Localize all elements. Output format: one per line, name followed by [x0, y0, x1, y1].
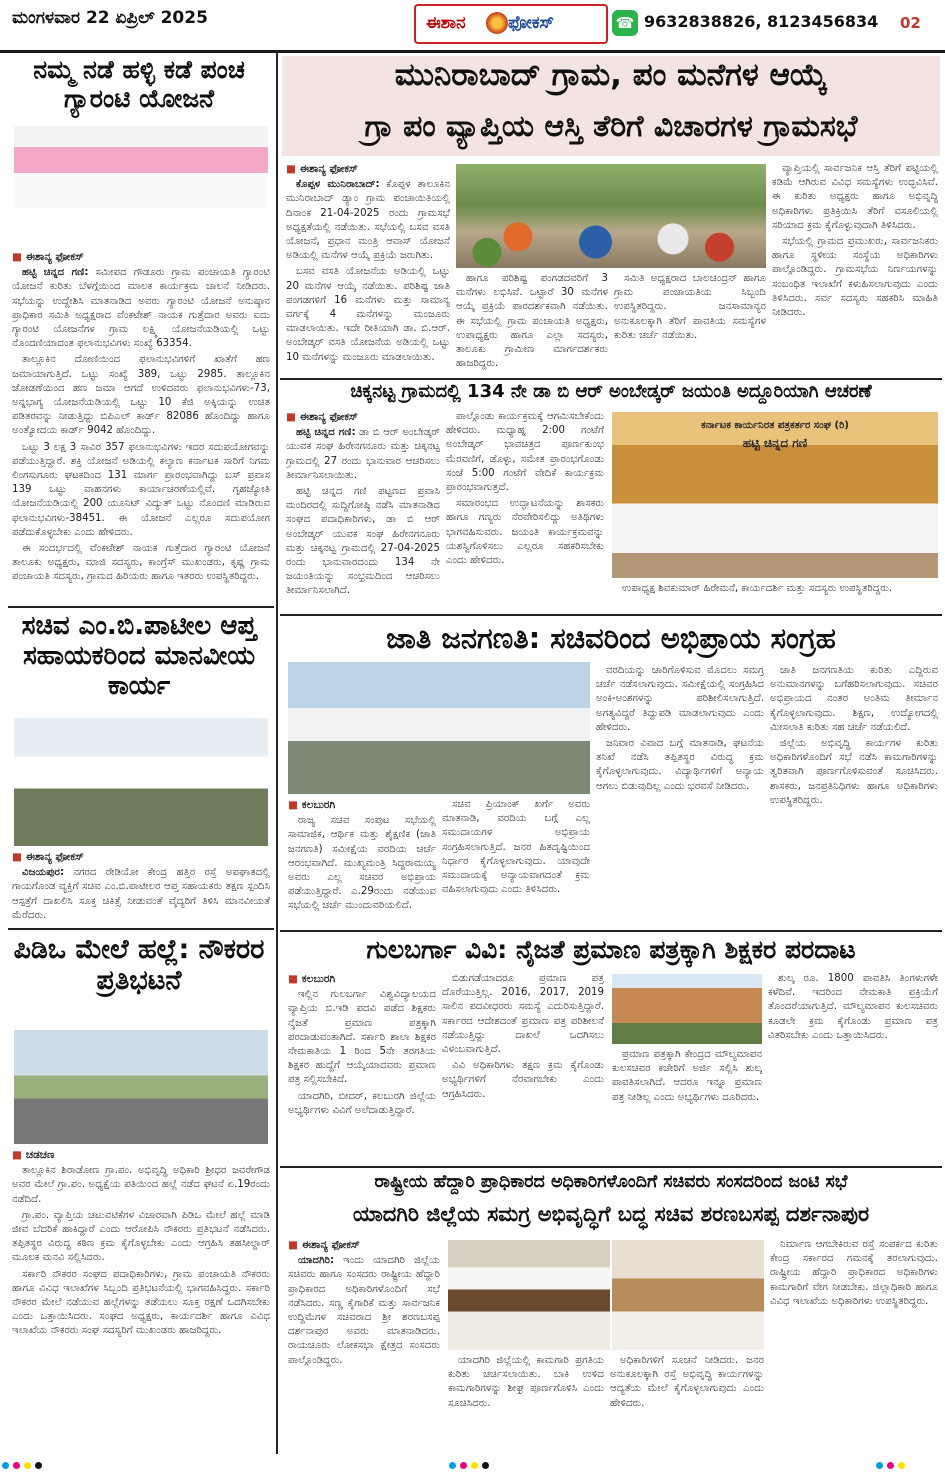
paragraph: ಸಮೀಪದ ಗೌಡೂರು ಗ್ರಾಮ ಪಂಚಾಯತಿ ಗ್ಯಾರಂಟಿ ಯೋಜನೆ ಕುರಿತು ಬೆಳಗ್ಗೆಯಿಂದ ಮಾಲಕ ಕಾರ್ಯಕ್ರಮ ಚಾಲನೆ ನೀಡಿದರು. ಸಭೆಯನ್ನು ಉದ್ದೇಶಿಸಿ ಮಾತನಾಡಿದ ಅವರು ಗ್ಯಾರಂಟಿ ಯೋಜನೆ ಅನುಷ್ಠಾನ ಪ್ರಾಧಿಕಾರ ಸಮಿತಿ ಅಧ್ಯಕ್ಷರಾದ ವೆಂಕಟೇಶ್ ನಾಯಕ ಗುತ್ತೆದಾರ ಅವರು ಐದು ಗ್ಯಾರಂಟಿ ಯೋಜನೆಗಳ ಗ್ರಾಮ ಲಕ್ಷ್ಮಿ ಯೋಜನೆಯಡಿಯಲ್ಲಿ ಒಟ್ಟು ನೊಂದಣಿಯಾದಂತ ಫಲಾನುಭವಿಗಳು ಸಂಖ್ಯೆ 63354.: [12, 267, 270, 350]
paragraph: ಯಾದಗಿರಿ ಜಿಲ್ಲೆಯಲ್ಲಿ ಕಾಮಗಾರಿ ಪ್ರಗತಿಯ ಕುರಿತು ಚರ್ಚಿಸಲಾಯಿತು. ಬಾಕಿ ಉಳಿದ ಕಾಮಗಾರಿಗಳನ್ನು ಶೀಘ್ರ ಪೂರ್ಣಗೊಳಿಸಿ ಎಂದು ಸೂಚಿಸಿದರು.: [448, 1355, 604, 1409]
logo-text-right: ಫೋಕಸ್: [508, 13, 555, 33]
lead: ಕೊಪ್ಪಳ ಮುನಿರಾಬಾದ್:: [296, 179, 380, 191]
registration-dot-icon: [460, 1462, 467, 1469]
photo-muni-gramasabha: [456, 164, 766, 268]
paragraph: ರಾಜ್ಯ ಸಚಿವ ಸಂಪುಟ ಸಭೆಯಲ್ಲಿ ಸಾಮಾಜಿಕ, ಆರ್ಥಿಕ ಮತ್ತು ಶೈಕ್ಷಣಿಕ (ಜಾತಿ ಜನಗಣತಿ) ಸಮೀಕ್ಷೆಯ ವರದಿಯ ಚರ್ಚೆ ಆರಂಭವಾಗಿದೆ. ಮುಖ್ಯಮಂತ್ರಿ ಸಿದ್ದರಾಮಯ್ಯ ಅವರು ಎಲ್ಲ ಸಚಿವರ ಅಭಿಪ್ರಾಯ ಪಡೆಯುತ್ತಿದ್ದಾರೆ. ಎ.29ರಂದು ನಡೆಯುವ ಸಭೆಯಲ್ಲಿ ಚರ್ಚೆ ಮುಂದುವರಿಯಲಿದೆ.: [288, 815, 436, 912]
column-divider: [276, 52, 278, 1454]
article-headline-sachiva: ಸಚಿವ ಎಂ.ಬಿ.ಪಾಟೀಲ ಆಪ್ತ ಸಹಾಯಕರಿಂದ ಮಾನವೀಯ ಕಾರ್ಯ: [21, 611, 257, 701]
article-caption-ambedkar: [612, 582, 938, 610]
photo-pdo-protest: [14, 1030, 268, 1144]
registration-dot-icon: [898, 1462, 905, 1469]
article-body-rashtriya-left: [288, 1238, 440, 1450]
photo-banner-text-2: ಹಟ್ಟಿ ಚಿನ್ನದ ಗಣಿ: [742, 436, 808, 450]
article-headline-pdo: ಪಿಡಿಒ ಮೇಲೆ ಹಲ್ಲೆ: ನೌಕರರ ಪ್ರತಿಭಟನೆ: [13, 934, 265, 997]
paragraph: ಸಮಾರಂಭದ ಉದ್ಘಾಟನೆಯನ್ನು ಶಾಸಕರು ಹಾಗೂ ಗಣ್ಯರು ನೆರವೇರಿಸಲಿದ್ದು ಅತಿಥಿಗಳು ಭಾಗವಹಿಸುವರು. ಜಯಂತಿ ಕಾರ್ಯಕ್ರಮವನ್ನು ಯಶಸ್ವಿಗೊಳಿಸಲು ಎಲ್ಲರೂ ಸಹಕರಿಸಬೇಕು ಎಂದು ಹೇಳಿದರು.: [446, 498, 604, 567]
section-divider: [8, 606, 274, 608]
paragraph: ಜನಿವಾರ ವಿವಾದ ಬಗ್ಗೆ ಮಾತನಾಡಿ, ಘಟನೆಯ ತನಿಖೆ ನಡೆಸಿ ತಪ್ಪಿತಸ್ಥರ ವಿರುದ್ಧ ಕ್ರಮ ಕೈಗೊಳ್ಳಲಾಗುವುದು. ವಿದ್ಯಾರ್ಥಿಗಳಿಗೆ ಅನ್ಯಾಯ ಆಗಲು ಬಿಡುವುದಿಲ್ಲ ಎಂದು ಭರವಸೆ ನೀಡಿದರು.: [596, 738, 764, 792]
paragraph: ನಗರದ ರೇಡಿಯೋ ಕೇಂದ್ರ ಹತ್ತಿರ ರಸ್ತೆ ಅಪಘಾತದಲ್ಲಿ ಗಾಯಗೊಂಡ ವ್ಯಕ್ತಿಗೆ ಸಚಿವ ಎಂ.ಬಿ.ಪಾಟೀಲರ ಆಪ್ತ ಸಹಾಯಕರು ತಕ್ಷಣ ಸ್ಪಂದಿಸಿ ಆಸ್ಪತ್ರೆಗೆ ದಾಖಲಿಸಿ ಸೂಕ್ತ ಚಿಕಿತ್ಸೆ ನೀಡುವಂತೆ ವೈದ್ಯರಿಗೆ ತಿಳಿಸಿ ಮಾನವೀಯತೆ ಮೆರೆದರು.: [12, 867, 270, 921]
section-divider: [280, 1166, 942, 1168]
masthead-bar: [0, 0, 945, 53]
registration-dot-icon: [35, 1462, 42, 1469]
registration-dot-icon: [13, 1462, 20, 1469]
paragraph: ಹಾಗೂ ಪರಿಶಿಷ್ಟ ಪಂಗಡದವರಿಗೆ 3 ಮನೆಗಳು ಲಭಿಸಿವೆ. ಒಟ್ಟಾರೆ 30 ಮನೆಗಳ ಆಯ್ಕೆ ಪ್ರಕ್ರಿಯೆ ಪಾರದರ್ಶಕವಾಗಿ ನಡೆಯಿತು. ಈ ಸಭೆಯಲ್ಲಿ ಗ್ರಾಮ ಪಂಚಾಯತಿ ಅಧ್ಯಕ್ಷರು, ಉಪಾಧ್ಯಕ್ಷರು ಹಾಗೂ ಎಲ್ಲಾ ಸದಸ್ಯರು, ತಾಲೂಕು ಗ್ರಾಮೀಣ ಮಾರ್ಗದರ್ಶಕರು ಹಾಜರಿದ್ದರು.: [456, 273, 608, 370]
paragraph: ಒಟ್ಟು 3 ಲಕ್ಷ 3 ಸಾವಿರ 357 ಫಲಾನುಭವಿಗಳು ಇದರ ಸದುಪಯೋಗವನ್ನು ಪಡೆಯುತ್ತಿದ್ದಾರೆ. ಶಕ್ತಿ ಯೋಜನೆ ಅಡಿಯಲ್ಲಿ ಕಲ್ಯಾಣ ಕರ್ನಾಟಕ ಸಾರಿಗೆ ನಿಗಮ ಲಿಂಗಸುಗೂರು ಘಟಕದಿಂದ 131 ಮಾರ್ಗ ಪ್ರಾರಂಭವಾಗಿದ್ದು ಬಸ್ ಪ್ರವಾಸ 139 ಒಟ್ಟು ವಾಹನಗಳು ಕಾರ್ಯಾಚರಣೆಯಲ್ಲಿವೆ. ಗೃಹಜ್ಯೋತಿ ಯೋಜನೆಯಡಿಯಲ್ಲಿ 200 ಯೂನಿಟ್ ವಿದ್ಯುತ್ ಒಟ್ಟು ನೊಂದಣಿ ಮಾಡಿರುವ ಫಲಾನುಭವಿಗಳು-38451. ಈ ಯೋಜನೆ ಎಲ್ಲರೂ ಸದುಪಯೋಗ ಪಡೆದುಕೊಳ್ಳಬೇಕು ಎಂದು ಹೇಳಿದರು.: [12, 441, 270, 538]
article-body-panch: [12, 250, 270, 602]
article-body-muni-right: [772, 162, 938, 374]
dateline: ■ ಕಲಬುರಗಿ: [288, 972, 436, 986]
photo-sachiva: [14, 718, 268, 846]
paragraph: ಸಮಿತಿ ಅಧ್ಯಕ್ಷರಾದ ಬಾಲಚಂದ್ರನ್ ಹಾಗೂ ಗ್ರಾಮ ಪಂಚಾಯತಿಯ ಸಿಬ್ಬಂದಿ ಉಪಸ್ಥಿತರಿದ್ದರು. ಜನಸಾಮಾನ್ಯರ ಅನುಕೂಲಕ್ಕಾಗಿ ತೆರಿಗೆ ಪಾವತಿಯ ಸಮಸ್ಯೆಗಳ ಕುರಿತು ಚರ್ಚೆ ನಡೆಯಿತು.: [614, 273, 766, 341]
article-body-gulbarga-far: [768, 972, 938, 1162]
paragraph: ಹಟ್ಟಿ ಚಿನ್ನದ ಗಣಿ ಪಟ್ಟಣದ ಪ್ರವಾಸಿ ಮಂದಿರದಲ್ಲಿ ಸುದ್ದಿಗೋಷ್ಠಿ ನಡೆಸಿ ಮಾತನಾಡಿದ ಸಂಘದ ಪದಾಧಿಕಾರಿಗಳು, ಡಾ ಬಿ ಆರ್ ಅಂಬೇಡ್ಕರ್ ಯುವಕ ಸಂಘ ಹಿರೇನಗನೂರು ಮತ್ತು ಚಿಕ್ಕನಟ್ಟ ಗ್ರಾಮದಲ್ಲಿ 27-04-2025 ರಂದು ಭಾನುವಾರದಂದು 134 ನೇ ಜಯಂತಿಯನ್ನು ಸಂಭ್ರಮದಿಂದ ಆಚರಿಸಲು ತೀರ್ಮಾನಿಸಲಾಗಿದೆ.: [286, 486, 440, 597]
article-headline-gulbarga: ಗುಲಬರ್ಗಾ ವಿವಿ: ನೈಜತೆ ಪ್ರಮಾಣ ಪತ್ರಕ್ಕಾಗಿ ಶಿಕ್ಷಕರ ಪರದಾಟ: [366, 935, 856, 964]
paragraph: ಪಾಲ್ಗೊಂಡು ಕಾರ್ಯಕ್ರಮಕ್ಕೆ ಆಗಮಿಸಬೇಕೆಂದು ಹೇಳಿದರು. ಮಧ್ಯಾಹ್ನ 2:00 ಗಂಟೆಗೆ ಅಂಬೇಡ್ಕರ್ ಭಾವಚಿತ್ರದ ಪೂರ್ಣಕುಂಭ ಮೆರವಣಿಗೆ, ಡೊಳ್ಳು, ಸಮೇತ ಪ್ರಾರಂಭಗೊಂಡು ಸಂಜೆ 5:00 ಗಂಟೆಗೆ ವೇದಿಕೆ ಕಾರ್ಯಕ್ರಮ ಪ್ರಾರಂಭವಾಗುತ್ತದೆ.: [446, 411, 604, 494]
registration-dot-icon: [24, 1462, 31, 1469]
article-body-jaati-mid: [442, 798, 590, 926]
paragraph: ತಾಲ್ಲೂಕಿನ ದೋಣಿಯಿಂದ ಫಲಾನುಭವಿಗಳಿಗೆ ಖಾತೆಗೆ ಹಣ ಜಮಾಯಾಗುತ್ತಿದೆ. ಒಟ್ಟು ಸಂಖ್ಯೆ 389, ಒಟ್ಟು 2985. ತಾಲ್ಲೂಕಿನ ಜೋಡಣೆಯಿಂದ ಹಣ ಜಮಾ ಆಗದೆ ಉಳಿದವರು ಫಲಾನುಭವಿಗಳು-73, ಅನ್ನಭಾಗ್ಯ ಯೋಜನೆಯಡಿಯಲ್ಲಿ ಒಟ್ಟು 10 ಕೆಜಿ ಅಕ್ಕಿಯನ್ನು ಉಚಿತ ಪಡಿತರವನ್ನು ನೀಡುತ್ತಿದ್ದು ಬಿಪಿಎಲ್ ಕಾರ್ಡ್ 82086 ಹೊಂದಿದ್ದು ಹಾಗೂ ಅಂತ್ಯೋದಯ ಕಾರ್ಡ್ 9042 ಹೊಂದಿದ್ದು.: [12, 354, 270, 437]
registration-dot-icon: [876, 1462, 883, 1469]
section-divider: [280, 930, 942, 932]
paragraph: ವಿವಿ ಅಧಿಕಾರಿಗಳು ತಕ್ಷಣ ಕ್ರಮ ಕೈಗೊಂಡು ಅಭ್ಯರ್ಥಿಗಳಿಗೆ ನೆರವಾಗಬೇಕು ಎಂದು ಆಗ್ರಹಿಸಿದರು.: [442, 1060, 604, 1100]
article-headline-rashtriya-1: ರಾಷ್ಟ್ರೀಯ ಹೆದ್ದಾರಿ ಪ್ರಾಧಿಕಾರದ ಅಧಿಕಾರಿಗಳೊಂದಿಗೆ ಸಚಿವರು ಸಂಸದರಿಂದ ಜಂಟಿ ಸಭೆ: [374, 1172, 848, 1192]
paragraph: ವರದಿಯನ್ನು ಜಾರಿಗೊಳಿಸುವ ಮೊದಲು ಸಮಗ್ರ ಚರ್ಚೆ ನಡೆಸಲಾಗುವುದು. ಸಮೀಕ್ಷೆಯಲ್ಲಿ ಸಂಗ್ರಹಿಸಿದ ಅಂಕಿ-ಅಂಶಗಳನ್ನು ಪರಿಶೀಲಿಸಲಾಗುತ್ತಿದೆ. ಅಗತ್ಯವಿದ್ದರೆ ತಿದ್ದುಪಡಿ ಮಾಡಲಾಗುವುದು ಎಂದು ಹೇಳಿದರು.: [596, 665, 764, 733]
dateline: ■ ಈಶಾನ್ಯ ಫೋಕಸ್: [12, 850, 270, 864]
paragraph: ನಿರ್ಮಾಣ ಆಗಬೇಕಿರುವ ರಸ್ತೆ ಸಂಪರ್ಕದ ಕುರಿತು ಕೇಂದ್ರ ಸರ್ಕಾರದ ಗಮನಕ್ಕೆ ತರಲಾಗುವುದು. ರಾಷ್ಟ್ರೀಯ ಹೆದ್ದಾರಿ ಪ್ರಾಧಿಕಾರದ ಅಧಿಕಾರಿಗಳು ಕಾಮಗಾರಿಗೆ ವೇಗ ನೀಡಬೇಕು. ಜಿಲ್ಲಾಧಿಕಾರಿ ಹಾಗೂ ವಿವಿಧ ಇಲಾಖೆಯ ಅಧಿಕಾರಿಗಳು ಉಪಸ್ಥಿತರಿದ್ದರು.: [770, 1239, 938, 1307]
article-body-jaati-left: [288, 798, 436, 926]
article-headline-panch: ನಮ್ಮ ನಡೆ ಹಳ್ಳಿ ಕಡೆ ಪಂಚ ಗ್ಯಾರಂಟಿ ಯೋಜನೆ: [33, 55, 245, 113]
registration-dot-icon: [887, 1462, 894, 1469]
paragraph: ಶುಲ್ಕ ರೂ. 1800 ಪಾವತಿಸಿ ತಿಂಗಳುಗಳೇ ಕಳೆದಿವೆ. ಇದರಿಂದ ನೇಮಕಾತಿ ಪ್ರಕ್ರಿಯೆಗೆ ತೊಂದರೆಯಾಗುತ್ತಿದೆ. ಮೌಲ್ಯಮಾಪನ ಕುಲಸಚಿವರು ಕೂಡಲೇ ಕ್ರಮ ಕೈಗೊಂಡು ಪ್ರಮಾಣ ಪತ್ರ ವಿತರಿಸಬೇಕು ಎಂದು ಒತ್ತಾಯಿಸಿದರು.: [768, 973, 938, 1041]
article-headline-muni-2: ಗ್ರಾ ಪಂ ವ್ಯಾಪ್ತಿಯ ಆಸ್ತಿ ತೆರಿಗೆ ವಿಚಾರಗಳ ಗ್ರಾಮಸಭೆ: [364, 109, 858, 144]
registration-marks: [0, 1456, 945, 1475]
logo-emblem-icon: [486, 12, 508, 34]
issue-date: ಮಂಗಳವಾರ 22 ಏಪ್ರಿಲ್ 2025: [12, 8, 208, 28]
logo-text-left: ಈಶಾನ: [426, 13, 466, 33]
article-body-sachiva: [12, 850, 270, 925]
paragraph: ಬಸವ ವಸತಿ ಯೋಜನೆಯ ಅಡಿಯಲ್ಲಿ ಒಟ್ಟು 20 ಮನೆಗಳ ಆಯ್ಕೆ ನಡೆಯಿತು. ಪರಿಶಿಷ್ಟ ಜಾತಿ ಪಂಗಡಗಳಿಗೆ 16 ಮನೆಗಳು ಮತ್ತು ಸಾಮಾನ್ಯ ವರ್ಗಕ್ಕೆ 4 ಮನೆಗಳನ್ನು ಮಂಜೂರು ಮಾಡಲಾಯಿತು. ಇದೇ ರೀತಿಯಾಗಿ ಡಾ. ಬಿ.ಆರ್. ಅಂಬೇಡ್ಕರ್ ವಸತಿ ಯೋಜನೆಯ ಅಡಿಯಲ್ಲಿ ಒಟ್ಟು 10 ಮನೆಗಳನ್ನು ಮಂಜೂರು ಮಾಡಲಾಯಿತು.: [286, 266, 450, 363]
photo-panch-stage: [14, 126, 268, 244]
whatsapp-icon: ☎: [612, 10, 638, 36]
section-divider: [8, 928, 274, 930]
dateline: ■ ಈಶಾನ್ಯ ಫೋಕಸ್: [286, 162, 450, 176]
paragraph: ಕೊಪ್ಪಳ ತಾಲೂಕಿನ ಮುನಿರಾಬಾದ್ ಡ್ಯಾಂ ಗ್ರಾಮ ಪಂಚಾಯಿತಿಯಲ್ಲಿ ದಿನಾಂಕ 21-04-2025 ರಂದು ಗ್ರಾಮಸಭೆ ಅಧ್ಯಕ್ಷತೆಯಲ್ಲಿ ನಡೆಯಿತು. ಸಭೆಯಲ್ಲಿ ಬಸವ ವಸತಿ ಯೋಜನೆ, ಪ್ರಧಾನ ಮಂತ್ರಿ ಆವಾಸ್ ಯೋಜನೆ ಅಡಿಯಲ್ಲಿ ಮನೆಗಳ ಆಯ್ಕೆ ಪ್ರಕ್ರಿಯೆ ಜರುಗಿತು.: [286, 179, 450, 262]
paragraph: ಇಲ್ಲಿನ ಗುಲಬರ್ಗಾ ವಿಶ್ವವಿದ್ಯಾಲಯದ ವ್ಯಾಪ್ತಿಯ ಬಿ.ಇಡಿ ಪದವಿ ಪಡೆದ ಶಿಕ್ಷಕರು ನೈಜತೆ ಪ್ರಮಾಣ ಪತ್ರಕ್ಕಾಗಿ ಪರದಾಡುವಂತಾಗಿದೆ. ಸರ್ಕಾರಿ ಶಾಲಾ ಶಿಕ್ಷಕರ ನೇಮಕಾತಿಯ 1 ರಿಂದ 5ನೇ ತರಗತಿಯ ಶಿಕ್ಷಕರ ಹುದ್ದೆಗೆ ಆಯ್ಕೆಯಾದವರು ಪ್ರಮಾಣ ಪತ್ರ ಸಲ್ಲಿಸಬೇಕಿದೆ.: [288, 989, 436, 1086]
article-headline-rashtriya-2: ಯಾದಗಿರಿ ಜಿಲ್ಲೆಯ ಸಮಗ್ರ ಅಭಿವೃದ್ಧಿಗೆ ಬದ್ಧ ಸಚಿವ ಶರಣಬಸಪ್ಪ ದರ್ಶನಾಪುರ: [352, 1202, 870, 1226]
registration-dot-icon: [449, 1462, 456, 1469]
paragraph: ವ್ಯಾಪ್ತಿಯಲ್ಲಿ ಸಾರ್ವಜನಿಕ ಆಸ್ತಿ ತೆರಿಗೆ ಪಟ್ಟಿಯಲ್ಲಿ ಕಡಿಮೆ ಆಗಿರುವ ವಿವಿಧ ಸಮಸ್ಯೆಗಳು ಉದ್ಭವಿಸಿವೆ. ಈ ಕುರಿತು ಅಧ್ಯಕ್ಷರು ಹಾಗೂ ಅಭಿವೃದ್ಧಿ ಅಧಿಕಾರಿಗಳು ಪ್ರತಿಕ್ರಿಯಿಸಿ ತೆರಿಗೆ ವಸೂಲಿಯಲ್ಲಿ ಸರಿಯಾದ ಕ್ರಮ ಕೈಗೊಳ್ಳುವುದಾಗಿ ತಿಳಿಸಿದರು.: [772, 163, 938, 231]
article-headline-jaati: ಜಾತಿ ಜನಗಣತಿ: ಸಚಿವರಿಂದ ಅಭಿಪ್ರಾಯ ಸಂಗ್ರಹ: [386, 621, 836, 655]
photo-rashtriya-meeting-1: [448, 1240, 610, 1350]
paragraph: ಸರ್ಕಾರಿ ನೌಕರರ ಸಂಘದ ಪದಾಧಿಕಾರಿಗಳು, ಗ್ರಾಮ ಪಂಚಾಯತಿ ನೌಕರರು ಹಾಗೂ ವಿವಿಧ ಇಲಾಖೆಗಳ ಸಿಬ್ಬಂದಿ ಪ್ರತಿಭಟನೆಯಲ್ಲಿ ಭಾಗವಹಿಸಿದ್ದರು. ಸರ್ಕಾರಿ ನೌಕರರ ಮೇಲೆ ನಡೆಯುವ ಹಲ್ಲೆಗಳನ್ನು ತಡೆಯಲು ಸೂಕ್ತ ರಕ್ಷಣೆ ಒದಗಿಸಬೇಕು ಎಂದು ಒತ್ತಾಯಿಸಿದರು. ಸಂಘದ ಅಧ್ಯಕ್ಷರು, ಕಾರ್ಯದರ್ಶಿ ಹಾಗೂ ವಿವಿಧ ಇಲಾಖೆಯ ನೌಕರರು ಸಂಘ ಸದಸ್ಯರಿಗೆ ಮುಖಂಡರು ಹಾಜರಿದ್ದರು.: [12, 1268, 270, 1337]
article-body-jaati-right: [596, 664, 764, 926]
photo-gulbarga-university: [612, 974, 762, 1044]
paragraph: ಪ್ರಮಾಣ ಪತ್ರಕ್ಕಾಗಿ ಕೇಂದ್ರದ ಮೌಲ್ಯಮಾಪನ ಕುಲಸಚಿವರ ಕಚೇರಿಗೆ ಅರ್ಜಿ ಸಲ್ಲಿಸಿ ಶುಲ್ಕ ಪಾವತಿಸಲಾಗಿದೆ. ಆದರೂ ಇನ್ನೂ ಪ್ರಮಾಣ ಪತ್ರ ನೀಡಿಲ್ಲ ಎಂದು ಅಭ್ಯರ್ಥಿಗಳು ದೂರಿದರು.: [612, 1049, 762, 1103]
registration-dot-icon: [2, 1462, 9, 1469]
dateline: ■ ಈಶಾನ್ಯ ಫೋಕಸ್: [288, 1238, 440, 1252]
paragraph: ಅಧಿಕಾರಿಗಳಿಗೆ ಸೂಚನೆ ನೀಡಿದರು. ಜನರ ಅನುಕೂಲಕ್ಕಾಗಿ ರಸ್ತೆ ಅಭಿವೃದ್ಧಿ ಕಾರ್ಯಗಳನ್ನು ಆದ್ಯತೆಯ ಮೇಲೆ ಕೈಗೊಳ್ಳಲಾಗುವುದು ಎಂದು ಹೇಳಿದರು.: [610, 1355, 764, 1409]
article-headline-ambedkar: ಚಿಕ್ಕನಟ್ಟ ಗ್ರಾಮದಲ್ಲಿ 134 ನೇ ಡಾ ಬಿ ಆರ್ ಅಂಬೇಡ್ಕರ್ ಜಯಂತಿ ಅದ್ದೂರಿಯಾಗಿ ಆಚರಣೆ: [350, 381, 872, 402]
paragraph: ಯಾದಗಿರಿ, ಬೀದರ್, ಕಲಬುರಗಿ ಜಿಲ್ಲೆಯ ಅಭ್ಯರ್ಥಿಗಳು ವಿವಿಗೆ ಅಲೆದಾಡುತ್ತಿದ್ದಾರೆ.: [288, 1090, 436, 1116]
photo-ambedkar-press: [612, 412, 938, 578]
paragraph: ಬಿಡುಗಡೆಯಾದರೂ ಪ್ರಮಾಣ ಪತ್ರ ದೊರೆಯುತ್ತಿಲ್ಲ. 2016, 2017, 2019 ಸಾಲಿನ ಪದವೀಧರರು ಸಮಸ್ಯೆ ಎದುರಿಸುತ್ತಿದ್ದಾರೆ. ಸರ್ಕಾರದ ಆದೇಶದಂತೆ ಪ್ರಮಾಣ ಪತ್ರ ಪರಿಶೀಲನೆ ನಡೆಯುತ್ತಿದ್ದು ದಾಖಲೆ ಒದಗಿಸಲು ವಿಳಂಬವಾಗುತ್ತಿದೆ.: [442, 973, 604, 1056]
article-body-ambedkar-mid: [446, 410, 604, 610]
paragraph: ಜಾತಿ ಜನಗಣತಿಯ ಕುರಿತು ಎದ್ದಿರುವ ಅನುಮಾನಗಳನ್ನು ಬಗೆಹರಿಸಲಾಗುವುದು. ಸಚಿವರ ಅಭಿಪ್ರಾಯದ ನಂತರ ಅಂತಿಮ ತೀರ್ಮಾನ ಕೈಗೊಳ್ಳಲಾಗುವುದು. ಶಿಕ್ಷಣ, ಉದ್ಯೋಗದಲ್ಲಿ ಮೀಸಲಾತಿ ಕುರಿತು ಸಹ ಚರ್ಚೆ ನಡೆಯಲಿದೆ.: [770, 665, 938, 733]
photo-jaati-minister-visit: [288, 662, 590, 794]
paragraph: ಉಪಾಧ್ಯಕ್ಷ ಶಿವಕುಮಾರ್ ಹಿರೇಮನೆ, ಕಾರ್ಯದರ್ಶಿ ಮತ್ತು ಸದಸ್ಯರು ಉಪಸ್ಥಿತರಿದ್ದರು.: [622, 583, 893, 594]
registration-dot-icon: [482, 1462, 489, 1469]
dateline: ■ ಈಶಾನ್ಯ ಫೋಕಸ್: [286, 410, 440, 424]
registration-dot-icon: [471, 1462, 478, 1469]
article-headline-muni-1: ಮುನಿರಾಬಾದ್ ಗ್ರಾಮ, ಪಂ ಮನೆಗಳ ಆಯ್ಕೆ: [394, 57, 828, 93]
article-body-gulbarga-mid: [442, 972, 604, 1162]
section-divider: [280, 378, 942, 380]
paragraph: ಈ ಸಂದರ್ಭದಲ್ಲಿ ವೆಂಕಟೇಶ್ ನಾಯಕ ಗುತ್ತೆದಾರ ಗ್ಯಾರಂಟಿ ಯೋಜನೆ ತಾಲೂಕು ಅಧ್ಯಕ್ಷರು, ಮಾಜಿ ಸದಸ್ಯರು, ಕಾಂಗ್ರೆಸ್ ಮುಖಂಡರು, ಕೃಷ್ಣ ಗ್ರಾಮ ಪಂಚಾಯತಿ ಸದಸ್ಯರು, ಗ್ರಾಮದ ಹಿರಿಯರು ಹಾಗೂ ಇತರರು ಉಪಸ್ಥಿತರಿದ್ದರು.: [12, 543, 270, 583]
paragraph: ಸಭೆಯಲ್ಲಿ ಗ್ರಾಮದ ಪ್ರಮುಖರು, ಸಾರ್ವಜನಿಕರು ಹಾಗೂ ಸ್ಥಳೀಯ ಸಂಸ್ಥೆಯ ಅಧಿಕಾರಿಗಳು ಪಾಲ್ಗೊಂಡಿದ್ದರು. ಗ್ರಾಮಸಭೆಯ ನಿರ್ಣಯಗಳನ್ನು ಸಂಬಂಧಿತ ಇಲಾಖೆಗೆ ಕಳುಹಿಸಲಾಗುವುದು ಎಂದು ತಿಳಿಸಿದರು. ಸರ್ವ ಸದಸ್ಯರು ಸಹಕರಿಸಿ ಮಾಹಿತಿ ನೀಡಿದರು.: [772, 236, 938, 319]
photo-rashtriya-meeting-2: [612, 1240, 764, 1350]
page-number: 02: [900, 14, 921, 32]
article-body-pdo: [12, 1148, 270, 1448]
lead: ಹಟ್ಟಿ ಚಿನ್ನದ ಗಣಿ:: [296, 427, 356, 439]
dateline: ■ ಚಡಚಣ: [12, 1148, 270, 1162]
paragraph: ತಾಲ್ಲೂಕಿನ ಶಿರಾಡೋಣ ಗ್ರಾ.ಪಂ. ಅಭಿವೃದ್ಧಿ ಅಧಿಕಾರಿ ಶ್ರೀಧರ ಜವರೇಗೌಡ ಅವರ ಮೇಲೆ ಗ್ರಾ.ಪಂ. ಅಧ್ಯಕ್ಷೆಯ ಪತಿಯಿಂದ ಹಲ್ಲೆ ನಡೆದ ಘಟನೆ ಏ.19ರಂದು ನಡೆದಿದೆ.: [12, 1165, 270, 1205]
lead: ವಿಜಯಪುರ:: [22, 867, 65, 879]
paragraph: ಸಚಿವ ಪ್ರಿಯಾಂಕ್ ಖರ್ಗೆ ಅವರು ಮಾತನಾಡಿ, ವರದಿಯ ಬಗ್ಗೆ ಎಲ್ಲ ಸಮುದಾಯಗಳ ಅಭಿಪ್ರಾಯ ಸಂಗ್ರಹಿಸಲಾಗುತ್ತಿದೆ. ಜನರ ಹಿತದೃಷ್ಟಿಯಿಂದ ನಿರ್ಧಾರ ಕೈಗೊಳ್ಳಲಾಗುವುದು. ಯಾವುದೇ ಸಮುದಾಯಕ್ಕೆ ಅನ್ಯಾಯವಾಗದಂತೆ ಕ್ರಮ ವಹಿಸಲಾಗುವುದು ಎಂದು ತಿಳಿಸಿದರು.: [442, 799, 590, 896]
contact-phones: 9632838826, 8123456834: [644, 12, 879, 31]
article-body-ambedkar-left: [286, 410, 440, 610]
lead: ಹಟ್ಟಿ ಚಿನ್ನದ ಗಣಿ:: [22, 267, 89, 279]
dateline: ■ ಕಲಬುರಗಿ: [288, 798, 436, 812]
article-body-gulbarga-right: [612, 1048, 762, 1162]
article-body-rashtriya-far: [770, 1238, 938, 1450]
article-body-rashtriya-mid: [448, 1354, 604, 1450]
article-body-jaati-far: [770, 664, 938, 926]
article-body-muni-mid-2: [614, 272, 766, 374]
paragraph: ಗ್ರಾ.ಪಂ. ವ್ಯಾಪ್ತಿಯ ಚಟುವಟಿಕೆಗಳ ವಿಚಾರವಾಗಿ ಪಿಡಿಒ ಮೇಲೆ ಹಲ್ಲೆ ಮಾಡಿ ಜೀವ ಬೆದರಿಕೆ ಹಾಕಿದ್ದಾರೆ ಎಂದು ಆರೋಪಿಸಿ ನೌಕರರು ಪ್ರತಿಭಟನೆ ನಡೆಸಿದರು. ತಪ್ಪಿತಸ್ಥರ ವಿರುದ್ಧ ಕಠಿಣ ಕ್ರಮ ಕೈಗೊಳ್ಳಬೇಕು ಎಂದು ಆಗ್ರಹಿಸಿ ತಹಸೀಲ್ದಾರ್ ಮೂಲಕ ಮನವಿ ಸಲ್ಲಿಸಿದರು.: [12, 1209, 270, 1264]
article-body-gulbarga-left: [288, 972, 436, 1162]
paragraph: ಇಂದು ಯಾದಗಿರಿ ಜಿಲ್ಲೆಯ ಸಚಿವರು ಹಾಗೂ ಸಂಸದರು ರಾಷ್ಟ್ರೀಯ ಹೆದ್ದಾರಿ ಪ್ರಾಧಿಕಾರದ ಅಧಿಕಾರಿಗಳೊಂದಿಗೆ ಸಭೆ ನಡೆಸಿದರು. ಸಣ್ಣ ಕೈಗಾರಿಕೆ ಮತ್ತು ಸಾರ್ವಜನಿಕ ಉದ್ದಿಮೆಗಳ ಸಚಿವರಾದ ಶ್ರೀ ಶರಣಬಸಪ್ಪ ದರ್ಶನಾಪುರ ಅವರು ಮಾತನಾಡಿದರು. ರಾಯಚೂರು ಲೋಕಸಭಾ ಕ್ಷೇತ್ರದ ಸಂಸದರು ಪಾಲ್ಗೊಂಡಿದ್ದರು.: [288, 1255, 440, 1366]
article-body-rashtriya-right: [610, 1354, 764, 1450]
section-divider: [280, 614, 942, 616]
newspaper-logo: [414, 4, 608, 44]
article-body-muni-mid: [456, 272, 608, 374]
dateline: ■ ಈಶಾನ್ಯ ಫೋಕಸ್: [12, 250, 270, 264]
article-body-muni-left: [286, 162, 450, 374]
lead: ಯಾದಗಿರಿ:: [298, 1255, 335, 1267]
paragraph: ಜಿಲ್ಲೆಯ ಅಭಿವೃದ್ಧಿ ಕಾರ್ಯಗಳ ಕುರಿತು ಅಧಿಕಾರಿಗಳೊಂದಿಗೆ ಸಭೆ ನಡೆಸಿ ಕಾಮಗಾರಿಗಳನ್ನು ತ್ವರಿತವಾಗಿ ಪೂರ್ಣಗೊಳಿಸುವಂತೆ ಸೂಚಿಸಿದರು. ಶಾಸಕರು, ಜನಪ್ರತಿನಿಧಿಗಳು ಹಾಗೂ ಅಧಿಕಾರಿಗಳು ಉಪಸ್ಥಿತರಿದ್ದರು.: [770, 738, 938, 806]
paragraph: ಡಾ ಬಿ ಆರ್ ಅಂಬೇಡ್ಕರ್ ಯುವಕ ಸಂಘ ಹಿರೇನಗನೂರು ಮತ್ತು ಚಿಕ್ಕನಟ್ಟ ಗ್ರಾಮದಲ್ಲಿ 27 ರಂದು ಭಾನುವಾರ ಆಚರಿಸಲು ತೀರ್ಮಾನಿಸಲಾಯಿತು.: [286, 427, 440, 481]
photo-banner-text: ಕರ್ನಾಟಕ ಕಾರ್ಯನಿರತ ಪತ್ರಕರ್ತರ ಸಂಘ (ರಿ): [701, 420, 849, 431]
